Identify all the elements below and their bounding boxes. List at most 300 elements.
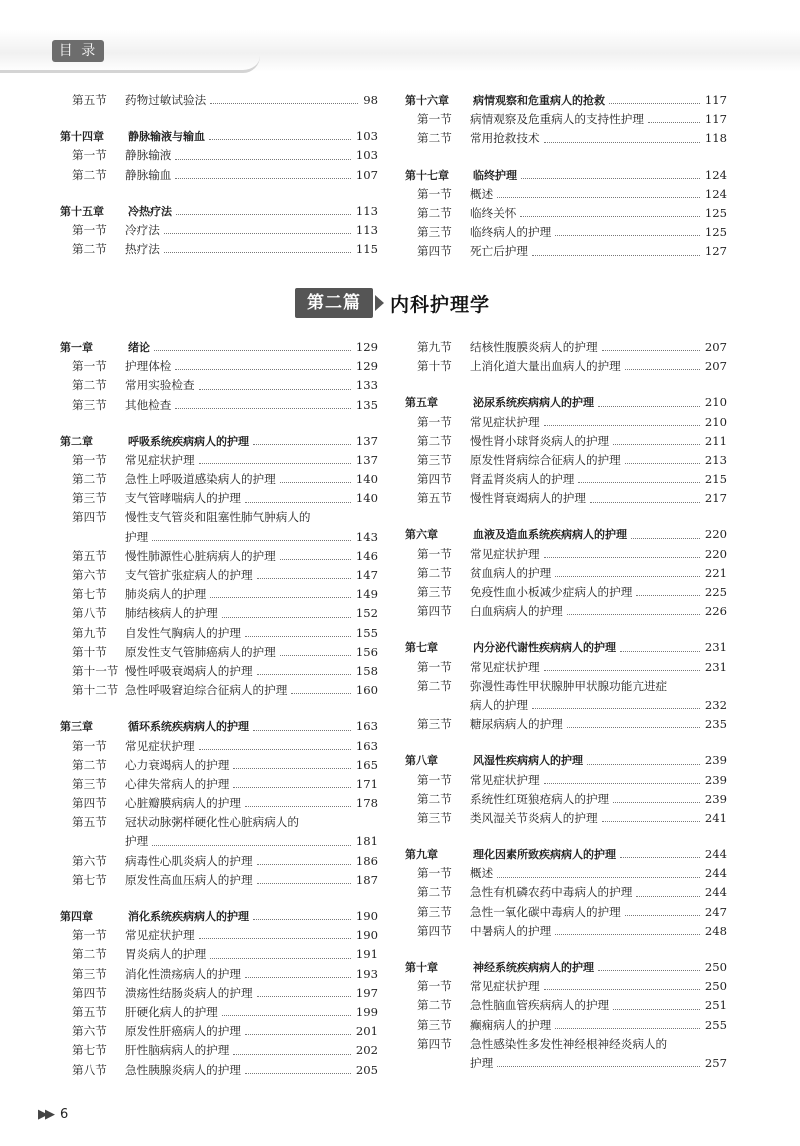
- dot-leader: [648, 122, 700, 123]
- section-title: 冷疗法: [125, 222, 160, 237]
- page-ref: 197: [355, 985, 378, 1000]
- section-number: 第一节: [417, 186, 452, 201]
- dot-leader: [257, 996, 351, 997]
- dot-leader: [199, 389, 351, 390]
- chapter-number: 第三章: [60, 720, 93, 734]
- section-title: 临终关怀: [470, 205, 517, 220]
- section-title: 弥漫性毒性甲状腺肿甲状腺功能亢进症: [470, 678, 668, 693]
- section-title: 护理: [125, 529, 149, 544]
- dot-leader: [609, 103, 700, 104]
- toc-section-row: [405, 864, 727, 883]
- section-title: 急性上呼吸道感染病人的护理: [125, 472, 276, 487]
- dot-leader: [253, 730, 351, 731]
- chapter-title: 循环系统疾病病人的护理: [128, 720, 249, 734]
- section-title: 冠状动脉粥样硬化性心脏病病人的: [125, 815, 299, 830]
- page-ref: 158: [355, 663, 378, 678]
- chapter-number: 第九章: [405, 848, 438, 862]
- toc-section-row: [405, 185, 727, 204]
- section-title: 贫血病人的护理: [470, 565, 552, 580]
- toc-gap: [60, 700, 378, 717]
- toc-section-row: [60, 945, 378, 964]
- toc-section-row: [60, 984, 378, 1003]
- page-ref: 211: [704, 433, 727, 448]
- section-title: 护理: [470, 1055, 494, 1070]
- page-ref: 251: [704, 998, 727, 1013]
- dot-leader: [625, 463, 700, 464]
- section-number: 第四节: [417, 923, 452, 938]
- chapter-title: 血液及造血系统疾病病人的护理: [473, 528, 627, 542]
- toc-section-row: [60, 91, 378, 110]
- section-number: 第二节: [72, 167, 107, 182]
- toc-gap: [60, 110, 378, 127]
- dot-leader: [291, 693, 351, 694]
- section-title: 护理体检: [125, 359, 172, 374]
- toc-section-row: [60, 775, 378, 794]
- section-title: 原发性支气管肺癌病人的护理: [125, 644, 276, 659]
- dot-leader: [233, 787, 351, 788]
- chapter-number: 第八章: [405, 754, 438, 768]
- dot-leader: [625, 915, 700, 916]
- dot-leader: [520, 216, 699, 217]
- page-ref: 118: [704, 131, 727, 146]
- part-title: 内科护理学: [390, 293, 491, 316]
- dot-leader: [245, 1034, 351, 1035]
- toc-section-row: [405, 922, 727, 941]
- section-title: 临终病人的护理: [470, 225, 552, 240]
- toc-gap: [60, 415, 378, 432]
- dot-leader: [210, 597, 351, 598]
- section-title: 常见症状护理: [125, 928, 195, 943]
- page-ref: 239: [704, 772, 727, 787]
- toc-section-row: [405, 470, 727, 489]
- page-ref: 146: [355, 548, 378, 563]
- dot-leader: [497, 197, 700, 198]
- section-title: 原发性肝癌病人的护理: [125, 1024, 241, 1039]
- page-ref: 190: [355, 928, 378, 943]
- section-number: 第三节: [417, 585, 452, 600]
- dot-leader: [199, 463, 351, 464]
- page-ref: 239: [704, 791, 727, 806]
- toc-section-row: [60, 813, 378, 832]
- page-ref: 152: [355, 606, 378, 621]
- section-title: 常用抢救技术: [470, 131, 540, 146]
- chapter-number: 第十四章: [60, 130, 104, 144]
- section-title: 系统性红斑狼疮病人的护理: [470, 791, 610, 806]
- page-ref: 225: [704, 585, 727, 600]
- page-ref: 147: [355, 568, 378, 583]
- section-title: 常用实验检查: [125, 378, 195, 393]
- dot-leader: [602, 821, 700, 822]
- page-ref: 191: [355, 947, 378, 962]
- section-title: 常见症状护理: [470, 414, 540, 429]
- dot-leader: [598, 970, 700, 971]
- toc-section-row: [60, 794, 378, 813]
- section-title: 慢性支气管炎和阻塞性肺气肿病人的: [125, 510, 311, 525]
- section-number: 第一节: [72, 148, 107, 163]
- section-number: 第四节: [72, 985, 107, 1000]
- toc-section-row: [405, 677, 727, 696]
- toc-section-row: [405, 545, 727, 564]
- dot-leader: [613, 802, 700, 803]
- page-ref: 129: [355, 339, 378, 354]
- section-number: 第二节: [417, 791, 452, 806]
- chapter-number: 第十六章: [405, 93, 449, 107]
- section-title: 急性感染性多发性神经根神经炎病人的: [470, 1036, 668, 1051]
- page-footer: [38, 1107, 68, 1122]
- toc-section-row: [60, 585, 378, 604]
- dot-leader: [544, 142, 700, 143]
- chapter-title: 绪论: [128, 340, 150, 354]
- page-ref: 235: [704, 717, 727, 732]
- page-ref: 226: [704, 604, 727, 619]
- chapter-title: 静脉输液与输血: [128, 130, 205, 144]
- page-ref: 220: [704, 527, 727, 542]
- page-ref: 210: [704, 395, 727, 410]
- section-title: 类风湿关节炎病人的护理: [470, 810, 598, 825]
- toc-chapter-row: [60, 717, 378, 736]
- toc-section-row: [60, 470, 378, 489]
- toc-chapter-row: [60, 127, 378, 146]
- page-ref: 213: [704, 452, 727, 467]
- page-ref: 210: [704, 414, 727, 429]
- dot-leader: [257, 883, 351, 884]
- dot-leader: [233, 768, 351, 769]
- page-ref: 155: [355, 625, 378, 640]
- dot-leader: [497, 1066, 700, 1067]
- section-title: 上消化道大量出血病人的护理: [470, 359, 621, 374]
- toc-section-row: [60, 376, 378, 395]
- section-title: 肾盂肾炎病人的护理: [470, 472, 575, 487]
- section-title: 慢性肾小球肾炎病人的护理: [470, 433, 610, 448]
- section-number: 第七节: [72, 1043, 107, 1058]
- chapter-title: 神经系统疾病病人的护理: [473, 961, 594, 975]
- section-number: 第三节: [72, 776, 107, 791]
- toc-section-row: [405, 432, 727, 451]
- page-ref: 247: [704, 904, 727, 919]
- section-number: 第七节: [72, 587, 107, 602]
- page-ref: 244: [704, 885, 727, 900]
- page-ref: 115: [355, 242, 378, 257]
- dot-leader: [175, 408, 350, 409]
- page-ref: 137: [355, 452, 378, 467]
- page-ref: 125: [704, 225, 727, 240]
- section-number: 第二节: [417, 678, 452, 693]
- page-ref: 205: [355, 1062, 378, 1077]
- section-title: 慢性肾衰竭病人的护理: [470, 491, 586, 506]
- dot-leader: [245, 977, 351, 978]
- page-ref: 193: [355, 966, 378, 981]
- toc-section-row: [60, 509, 378, 528]
- toc-section-row: [405, 884, 727, 903]
- section-title: 支气管哮喘病人的护理: [125, 491, 241, 506]
- page-ref: 137: [355, 433, 378, 448]
- dot-leader: [164, 252, 351, 253]
- section-title: 静脉输血: [125, 167, 172, 182]
- page-ref: 117: [704, 92, 727, 107]
- dot-leader: [257, 578, 351, 579]
- section-number: 第二节: [72, 378, 107, 393]
- toc-section-row: [405, 771, 727, 790]
- toc-section-row: [60, 833, 378, 852]
- chapter-number: 第六章: [405, 528, 438, 542]
- dot-leader: [544, 557, 700, 558]
- dot-leader: [598, 406, 700, 407]
- section-number: 第二节: [72, 757, 107, 772]
- dot-leader: [175, 159, 350, 160]
- toc-section-row: [60, 965, 378, 984]
- toc-chapter-row: [405, 91, 727, 110]
- section-title: 癫痫病人的护理: [470, 1017, 552, 1032]
- part-label: 第二篇: [295, 288, 373, 318]
- page-ref: 248: [704, 923, 727, 938]
- page-ref: 220: [704, 546, 727, 561]
- section-title: 常见症状护理: [470, 772, 540, 787]
- page-ref: 124: [704, 186, 727, 201]
- page-ref: 125: [704, 205, 727, 220]
- chapter-number: 第一章: [60, 340, 93, 354]
- page-ref: 113: [355, 203, 378, 218]
- page-ref: 127: [704, 244, 727, 259]
- chapter-title: 临终护理: [473, 168, 517, 182]
- page-ref: 250: [704, 979, 727, 994]
- section-number: 第一节: [72, 359, 107, 374]
- dot-leader: [209, 139, 351, 140]
- section-number: 第四节: [417, 1036, 452, 1051]
- section-title: 概述: [470, 186, 494, 201]
- toc-section-row: [405, 242, 727, 261]
- page-ref: 181: [355, 834, 378, 849]
- section-title: 白血病病人的护理: [470, 604, 563, 619]
- toc-section-row: [405, 110, 727, 129]
- toc-section-row: [405, 357, 727, 376]
- dot-leader: [253, 919, 351, 920]
- page-ref: 107: [355, 167, 378, 182]
- page-ref: 244: [704, 847, 727, 862]
- toc-chapter-row: [405, 526, 727, 545]
- section-number: 第四节: [417, 244, 452, 259]
- section-number: 第四节: [417, 472, 452, 487]
- toc-section-row: [60, 547, 378, 566]
- page-ref: 207: [704, 359, 727, 374]
- dot-leader: [613, 1009, 700, 1010]
- chapter-title: 冷热疗法: [128, 204, 172, 218]
- section-number: 第三节: [417, 452, 452, 467]
- page-ref: 257: [704, 1055, 727, 1070]
- section-number: 第二节: [417, 205, 452, 220]
- page-ref: 217: [704, 491, 727, 506]
- dot-leader: [620, 857, 700, 858]
- toc-section-row: [60, 737, 378, 756]
- section-number: 第三节: [417, 1017, 452, 1032]
- section-number: 第三节: [72, 397, 107, 412]
- section-number: 第一节: [417, 772, 452, 787]
- dot-leader: [636, 595, 700, 596]
- page-ref: 250: [704, 960, 727, 975]
- dot-leader: [613, 444, 700, 445]
- toc-section-row: [405, 790, 727, 809]
- toc-section-row: [60, 604, 378, 623]
- toc-section-row: [60, 166, 378, 185]
- page-ref: 160: [355, 683, 378, 698]
- section-title: 药物过敏试验法: [125, 92, 207, 107]
- dot-leader: [280, 655, 351, 656]
- page-ref: 241: [704, 810, 727, 825]
- section-title: 急性呼吸窘迫综合征病人的护理: [125, 683, 288, 698]
- page-ref: 113: [355, 222, 378, 237]
- toc-column-bottom-left: [60, 338, 378, 1080]
- section-number: 第一节: [72, 452, 107, 467]
- section-number: 第五节: [417, 491, 452, 506]
- chapter-number: 第四章: [60, 910, 93, 924]
- page-ref: 124: [704, 167, 727, 182]
- section-number: 第三节: [72, 966, 107, 981]
- section-number: 第一节: [417, 414, 452, 429]
- chapter-title: 风湿性疾病病人的护理: [473, 754, 583, 768]
- page-ref: 163: [355, 738, 378, 753]
- section-number: 第一节: [417, 112, 452, 127]
- toc-section-row: [60, 852, 378, 871]
- section-number: 第三节: [417, 225, 452, 240]
- dot-leader: [245, 1073, 351, 1074]
- toc-section-row: [405, 715, 727, 734]
- toc-gap: [405, 509, 727, 526]
- page-ref: 255: [704, 1017, 727, 1032]
- toc-section-row: [405, 489, 727, 508]
- section-title: 急性胰腺炎病人的护理: [125, 1062, 241, 1077]
- toc-section-row: [405, 564, 727, 583]
- toc-chapter-row: [60, 338, 378, 357]
- section-number: 第三节: [417, 717, 452, 732]
- dot-leader: [233, 1054, 351, 1055]
- chapter-number: 第二章: [60, 434, 93, 448]
- page-ref: 103: [355, 148, 378, 163]
- section-title: 肝性脑病病人的护理: [125, 1043, 230, 1058]
- toc-section-row: [60, 643, 378, 662]
- section-number: 第一节: [417, 866, 452, 881]
- dot-leader: [210, 103, 358, 104]
- section-title: 心脏瓣膜病病人的护理: [125, 796, 241, 811]
- toc-tab: 目 录: [52, 40, 104, 62]
- toc-column-bottom-right: [405, 338, 727, 1073]
- section-title: 急性一氧化碳中毒病人的护理: [470, 904, 621, 919]
- dot-leader: [176, 214, 351, 215]
- page-ref: 190: [355, 909, 378, 924]
- section-title: 糖尿病病人的护理: [470, 717, 563, 732]
- section-title: 消化性溃疡病人的护理: [125, 966, 241, 981]
- section-number: 第八节: [72, 1062, 107, 1077]
- section-title: 急性有机磷农药中毒病人的护理: [470, 885, 633, 900]
- toc-section-row: [60, 662, 378, 681]
- dot-leader: [620, 651, 700, 652]
- section-number: 第四节: [72, 510, 107, 525]
- header-swoosh: [0, 56, 260, 73]
- section-title: 常见症状护理: [470, 546, 540, 561]
- section-title: 常见症状护理: [125, 738, 195, 753]
- toc-section-row: [405, 451, 727, 470]
- dot-leader: [164, 233, 351, 234]
- toc-gap: [405, 828, 727, 845]
- section-number: 第二节: [417, 565, 452, 580]
- chapter-title: 泌尿系统疾病病人的护理: [473, 396, 594, 410]
- dot-leader: [555, 934, 700, 935]
- part-arrow-icon: [375, 295, 384, 311]
- dot-leader: [532, 255, 700, 256]
- dot-leader: [636, 896, 700, 897]
- dot-leader: [555, 576, 700, 577]
- section-title: 病毒性心肌炎病人的护理: [125, 853, 253, 868]
- toc-chapter-row: [60, 907, 378, 926]
- section-number: 第二节: [417, 885, 452, 900]
- section-number: 第二节: [417, 131, 452, 146]
- toc-section-row: [60, 681, 378, 700]
- section-number: 第六节: [72, 853, 107, 868]
- dot-leader: [280, 482, 351, 483]
- toc-section-row: [60, 240, 378, 259]
- chapter-number: 第十七章: [405, 168, 449, 182]
- section-number: 第十一节: [72, 663, 119, 678]
- section-title: 结核性腹膜炎病人的护理: [470, 339, 598, 354]
- dot-leader: [567, 614, 700, 615]
- section-title: 中暑病人的护理: [470, 923, 552, 938]
- section-title: 心力衰竭病人的护理: [125, 757, 230, 772]
- section-title: 慢性呼吸衰竭病人的护理: [125, 663, 253, 678]
- section-number: 第一节: [417, 546, 452, 561]
- dot-leader: [521, 178, 700, 179]
- section-title: 肺炎病人的护理: [125, 587, 207, 602]
- section-title: 常见症状护理: [125, 452, 195, 467]
- section-title: 肺结核病人的护理: [125, 606, 218, 621]
- dot-leader: [152, 845, 351, 846]
- section-title: 胃炎病人的护理: [125, 947, 207, 962]
- page-ref: 186: [355, 853, 378, 868]
- page-ref: 201: [355, 1024, 378, 1039]
- toc-gap: [60, 185, 378, 202]
- page-ref: 215: [704, 472, 727, 487]
- toc-section-row: [60, 624, 378, 643]
- toc-section-row: [60, 1003, 378, 1022]
- dot-leader: [602, 350, 700, 351]
- section-number: 第四节: [72, 796, 107, 811]
- page-ref: 140: [355, 472, 378, 487]
- page-ref: 135: [355, 397, 378, 412]
- toc-section-row: [405, 413, 727, 432]
- toc-section-row: [405, 903, 727, 922]
- section-title: 自发性气胸病人的护理: [125, 625, 241, 640]
- page-ref: 163: [355, 719, 378, 734]
- dot-leader: [152, 540, 351, 541]
- toc-section-row: [405, 1054, 727, 1073]
- section-number: 第九节: [72, 625, 107, 640]
- section-number: 第十二节: [72, 683, 119, 698]
- dot-leader: [245, 502, 351, 503]
- toc-chapter-row: [405, 638, 727, 657]
- toc-section-row: [60, 489, 378, 508]
- section-number: 第三节: [417, 810, 452, 825]
- section-number: 第九节: [417, 339, 452, 354]
- dot-leader: [544, 425, 700, 426]
- page-ref: 232: [704, 697, 727, 712]
- section-number: 第三节: [417, 904, 452, 919]
- toc-section-row: [60, 871, 378, 890]
- page-ref: 231: [704, 659, 727, 674]
- section-number: 第四节: [417, 604, 452, 619]
- section-title: 静脉输液: [125, 148, 172, 163]
- section-number: 第六节: [72, 568, 107, 583]
- toc-chapter-row: [60, 432, 378, 451]
- section-number: 第一节: [72, 222, 107, 237]
- page-ref: 133: [355, 378, 378, 393]
- page-ref: 178: [355, 796, 378, 811]
